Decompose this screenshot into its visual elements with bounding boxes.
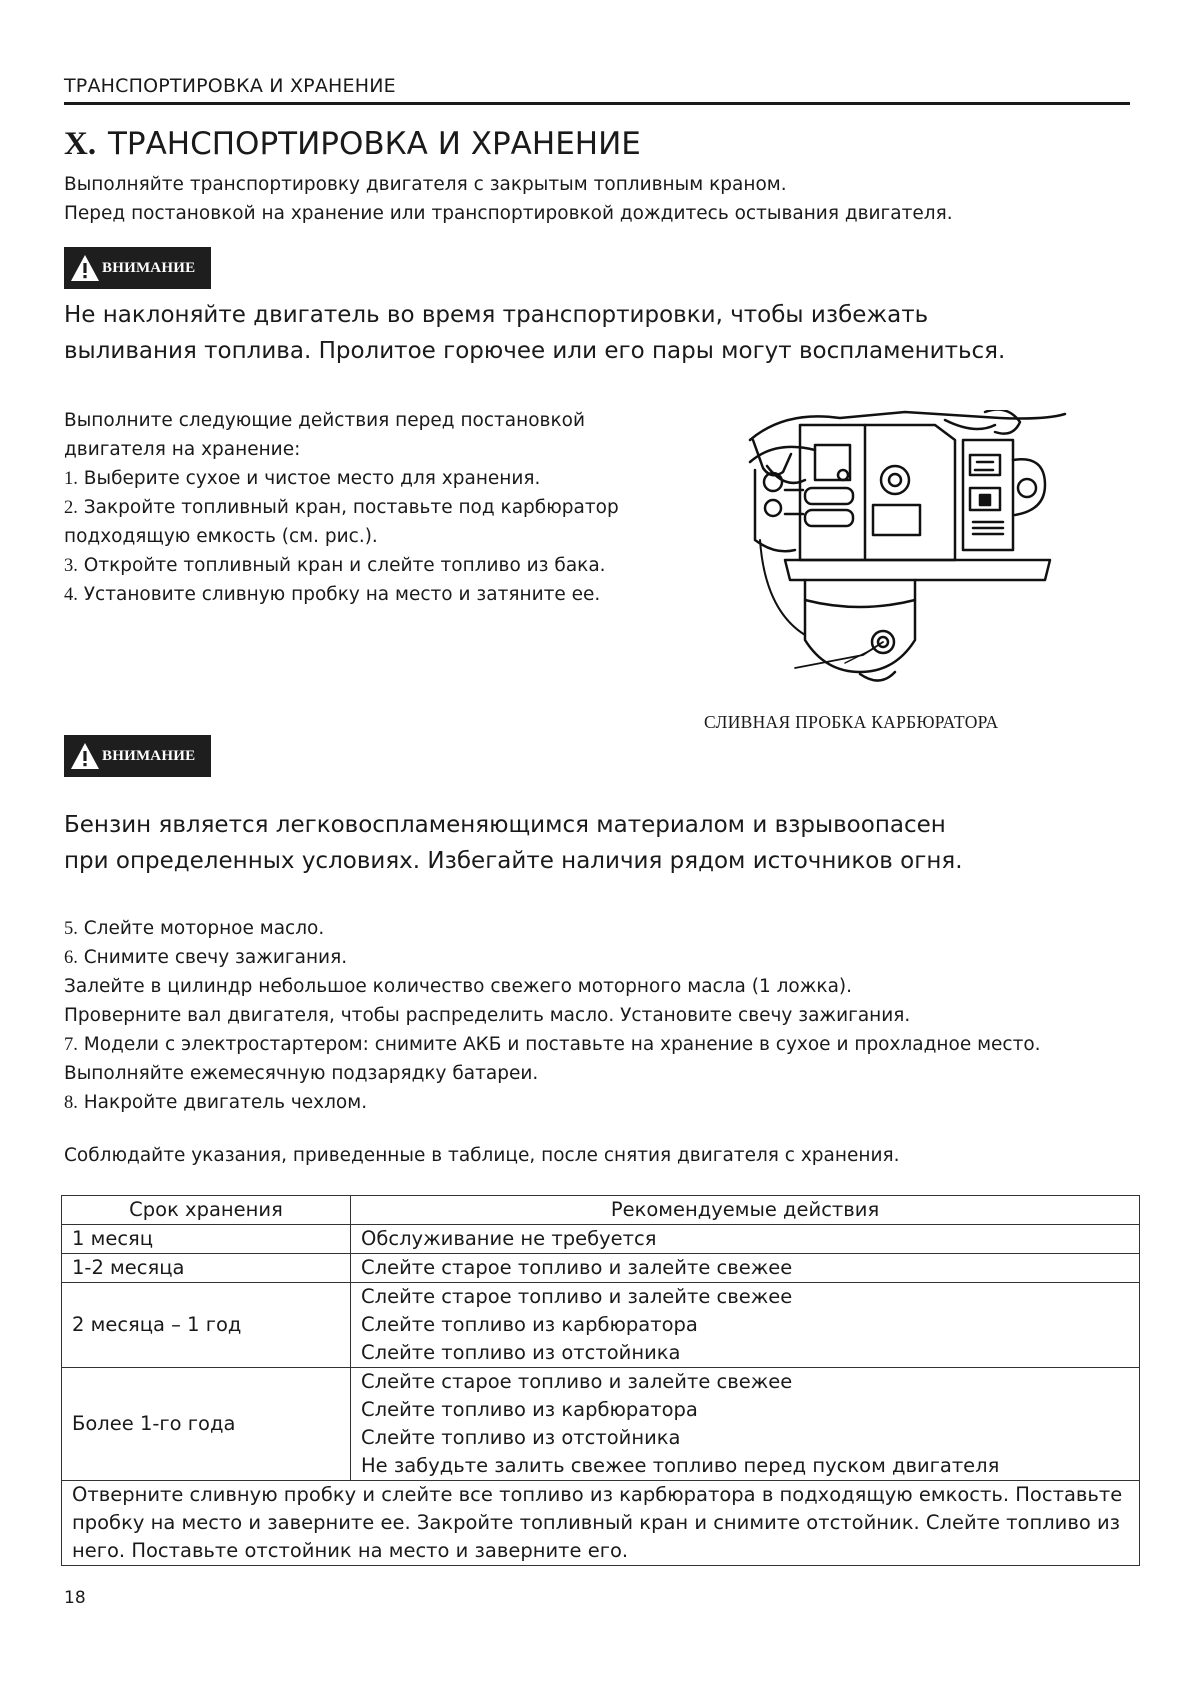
step-number: 8.: [64, 1093, 78, 1113]
step-number: 1.: [64, 469, 78, 489]
section-title: [64, 126, 641, 163]
action-line: Слейте топливо из карбюратора: [361, 1398, 698, 1421]
step-text: Закройте топливный кран, поставьте под карбюратор: [83, 497, 619, 518]
steps-intro-2: двигателя на хранение:: [64, 439, 301, 460]
note-line: пробку на место и заверните ее. Закройте топливный кран и снимите отстойник. Слейте топливо из: [72, 1511, 1121, 1534]
warning-2-line-1: Бензин является легковоспламеняющимся материалом и взрывоопасен: [64, 812, 946, 838]
step-1: [64, 464, 540, 494]
figure-caption: СЛИВНАЯ ПРОБКА КАРБЮРАТОРА: [704, 712, 999, 732]
step-text: Накройте двигатель чехлом.: [83, 1092, 368, 1113]
section-number: X.: [64, 126, 97, 162]
warning-2-line-2: при определенных условиях. Избегайте наличия рядом источников огня.: [64, 848, 963, 874]
warning-triangle-icon: [70, 253, 100, 283]
step-number: 7.: [64, 1035, 78, 1055]
warning-badge-1: [64, 247, 211, 289]
table-cell-actions: [351, 1283, 1140, 1368]
warning-1-line-1: Не наклоняйте двигатель во время транспортировки, чтобы избежать: [64, 302, 929, 328]
table-cell-actions: [351, 1368, 1140, 1481]
intro-line-2: Перед постановкой на хранение или транспортировкой дождитесь остывания двигателя.: [64, 203, 953, 224]
step-6-line-b: Проверните вал двигателя, чтобы распределить масло. Установите свечу зажигания.: [64, 1005, 911, 1026]
action-line: Слейте старое топливо и залейте свежее: [361, 1256, 793, 1279]
step-7-line-c: Выполняйте ежемесячную подзарядку батареи.: [64, 1063, 539, 1084]
action-line: Слейте старое топливо и залейте свежее: [361, 1285, 793, 1308]
action-line: Слейте топливо из отстойника: [361, 1341, 681, 1364]
step-text: Слейте моторное масло.: [83, 918, 325, 939]
action-line: Слейте топливо из карбюратора: [361, 1313, 698, 1336]
warning-triangle-icon: [70, 741, 100, 771]
step-number: 2.: [64, 498, 78, 518]
table-cell-term: 1-2 месяца: [62, 1254, 351, 1283]
step-2-cont: подходящую емкость (см. рис.).: [64, 526, 378, 547]
table-cell-term: 2 месяца – 1 год: [62, 1283, 351, 1368]
table-header-term: Срок хранения: [62, 1196, 351, 1225]
carburetor-illustration: [745, 410, 1085, 710]
step-text: Снимите свечу зажигания.: [83, 947, 348, 968]
warning-badge-2: [64, 735, 211, 777]
table-row: [62, 1283, 1140, 1368]
intro-line-1: Выполняйте транспортировку двигателя с закрытым топливным краном.: [64, 174, 787, 195]
step-text: Модели с электростартером: снимите АКБ и поставьте на хранение в сухое и прохладное место.: [83, 1034, 1041, 1055]
warning-1-line-2: выливания топлива. Пролитое горючее или его пары могут воспламениться.: [64, 338, 1006, 364]
step-number: 3.: [64, 556, 78, 576]
storage-table: [61, 1195, 1140, 1566]
table-note: [62, 1481, 1140, 1566]
table-cell-term: 1 месяц: [62, 1225, 351, 1254]
step-text: Откройте топливный кран и слейте топливо из бака.: [83, 555, 606, 576]
step-7: [64, 1030, 1041, 1060]
step-number: 6.: [64, 948, 78, 968]
action-line: Обслуживание не требуется: [361, 1227, 657, 1250]
step-text: Выберите сухое и чистое место для хранения.: [83, 468, 541, 489]
table-note-row: [62, 1481, 1140, 1566]
table-header-actions: Рекомендуемые действия: [351, 1196, 1140, 1225]
step-number: 5.: [64, 919, 78, 939]
step-2: [64, 493, 619, 523]
action-line: Слейте старое топливо и залейте свежее: [361, 1370, 793, 1393]
table-cell-term: Более 1-го года: [62, 1368, 351, 1481]
step-text: Установите сливную пробку на место и затяните ее.: [83, 584, 601, 605]
steps-intro-1: Выполните следующие действия перед постановкой: [64, 410, 585, 431]
step-8: [64, 1088, 367, 1118]
step-number: 4.: [64, 585, 78, 605]
step-6-line-a: Залейте в цилиндр небольшое количество свежего моторного масла (1 ложка).: [64, 976, 853, 997]
step-3: [64, 551, 606, 581]
table-cell-actions: [351, 1254, 1140, 1283]
step-6: [64, 943, 347, 973]
note-line: Отверните сливную пробку и слейте все топливо из карбюратора в подходящую емкость. Поставьте: [72, 1483, 1123, 1506]
step-5: [64, 914, 324, 944]
action-line: Слейте топливо из отстойника: [361, 1426, 681, 1449]
note-line: него. Поставьте отстойник на место и заверните его.: [72, 1539, 629, 1562]
warning-label-2: ВНИМАНИЕ: [102, 747, 196, 764]
warning-label-1: ВНИМАНИЕ: [102, 259, 196, 276]
header-rule: [64, 102, 1130, 105]
action-line: Не забудьте залить свежее топливо перед пуском двигателя: [361, 1454, 1000, 1477]
step-4: [64, 580, 600, 610]
page-number: 18: [64, 1588, 86, 1608]
table-intro: Соблюдайте указания, приведенные в таблице, после снятия двигателя с хранения.: [64, 1145, 900, 1166]
table-row: [62, 1254, 1140, 1283]
table-cell-actions: [351, 1225, 1140, 1254]
table-row: [62, 1368, 1140, 1481]
section-title-text: ТРАНСПОРТИРОВКА И ХРАНЕНИЕ: [107, 126, 641, 162]
running-header: ТРАНСПОРТИРОВКА И ХРАНЕНИЕ: [64, 75, 396, 97]
table-header-row: [62, 1196, 1140, 1225]
table-row: [62, 1225, 1140, 1254]
